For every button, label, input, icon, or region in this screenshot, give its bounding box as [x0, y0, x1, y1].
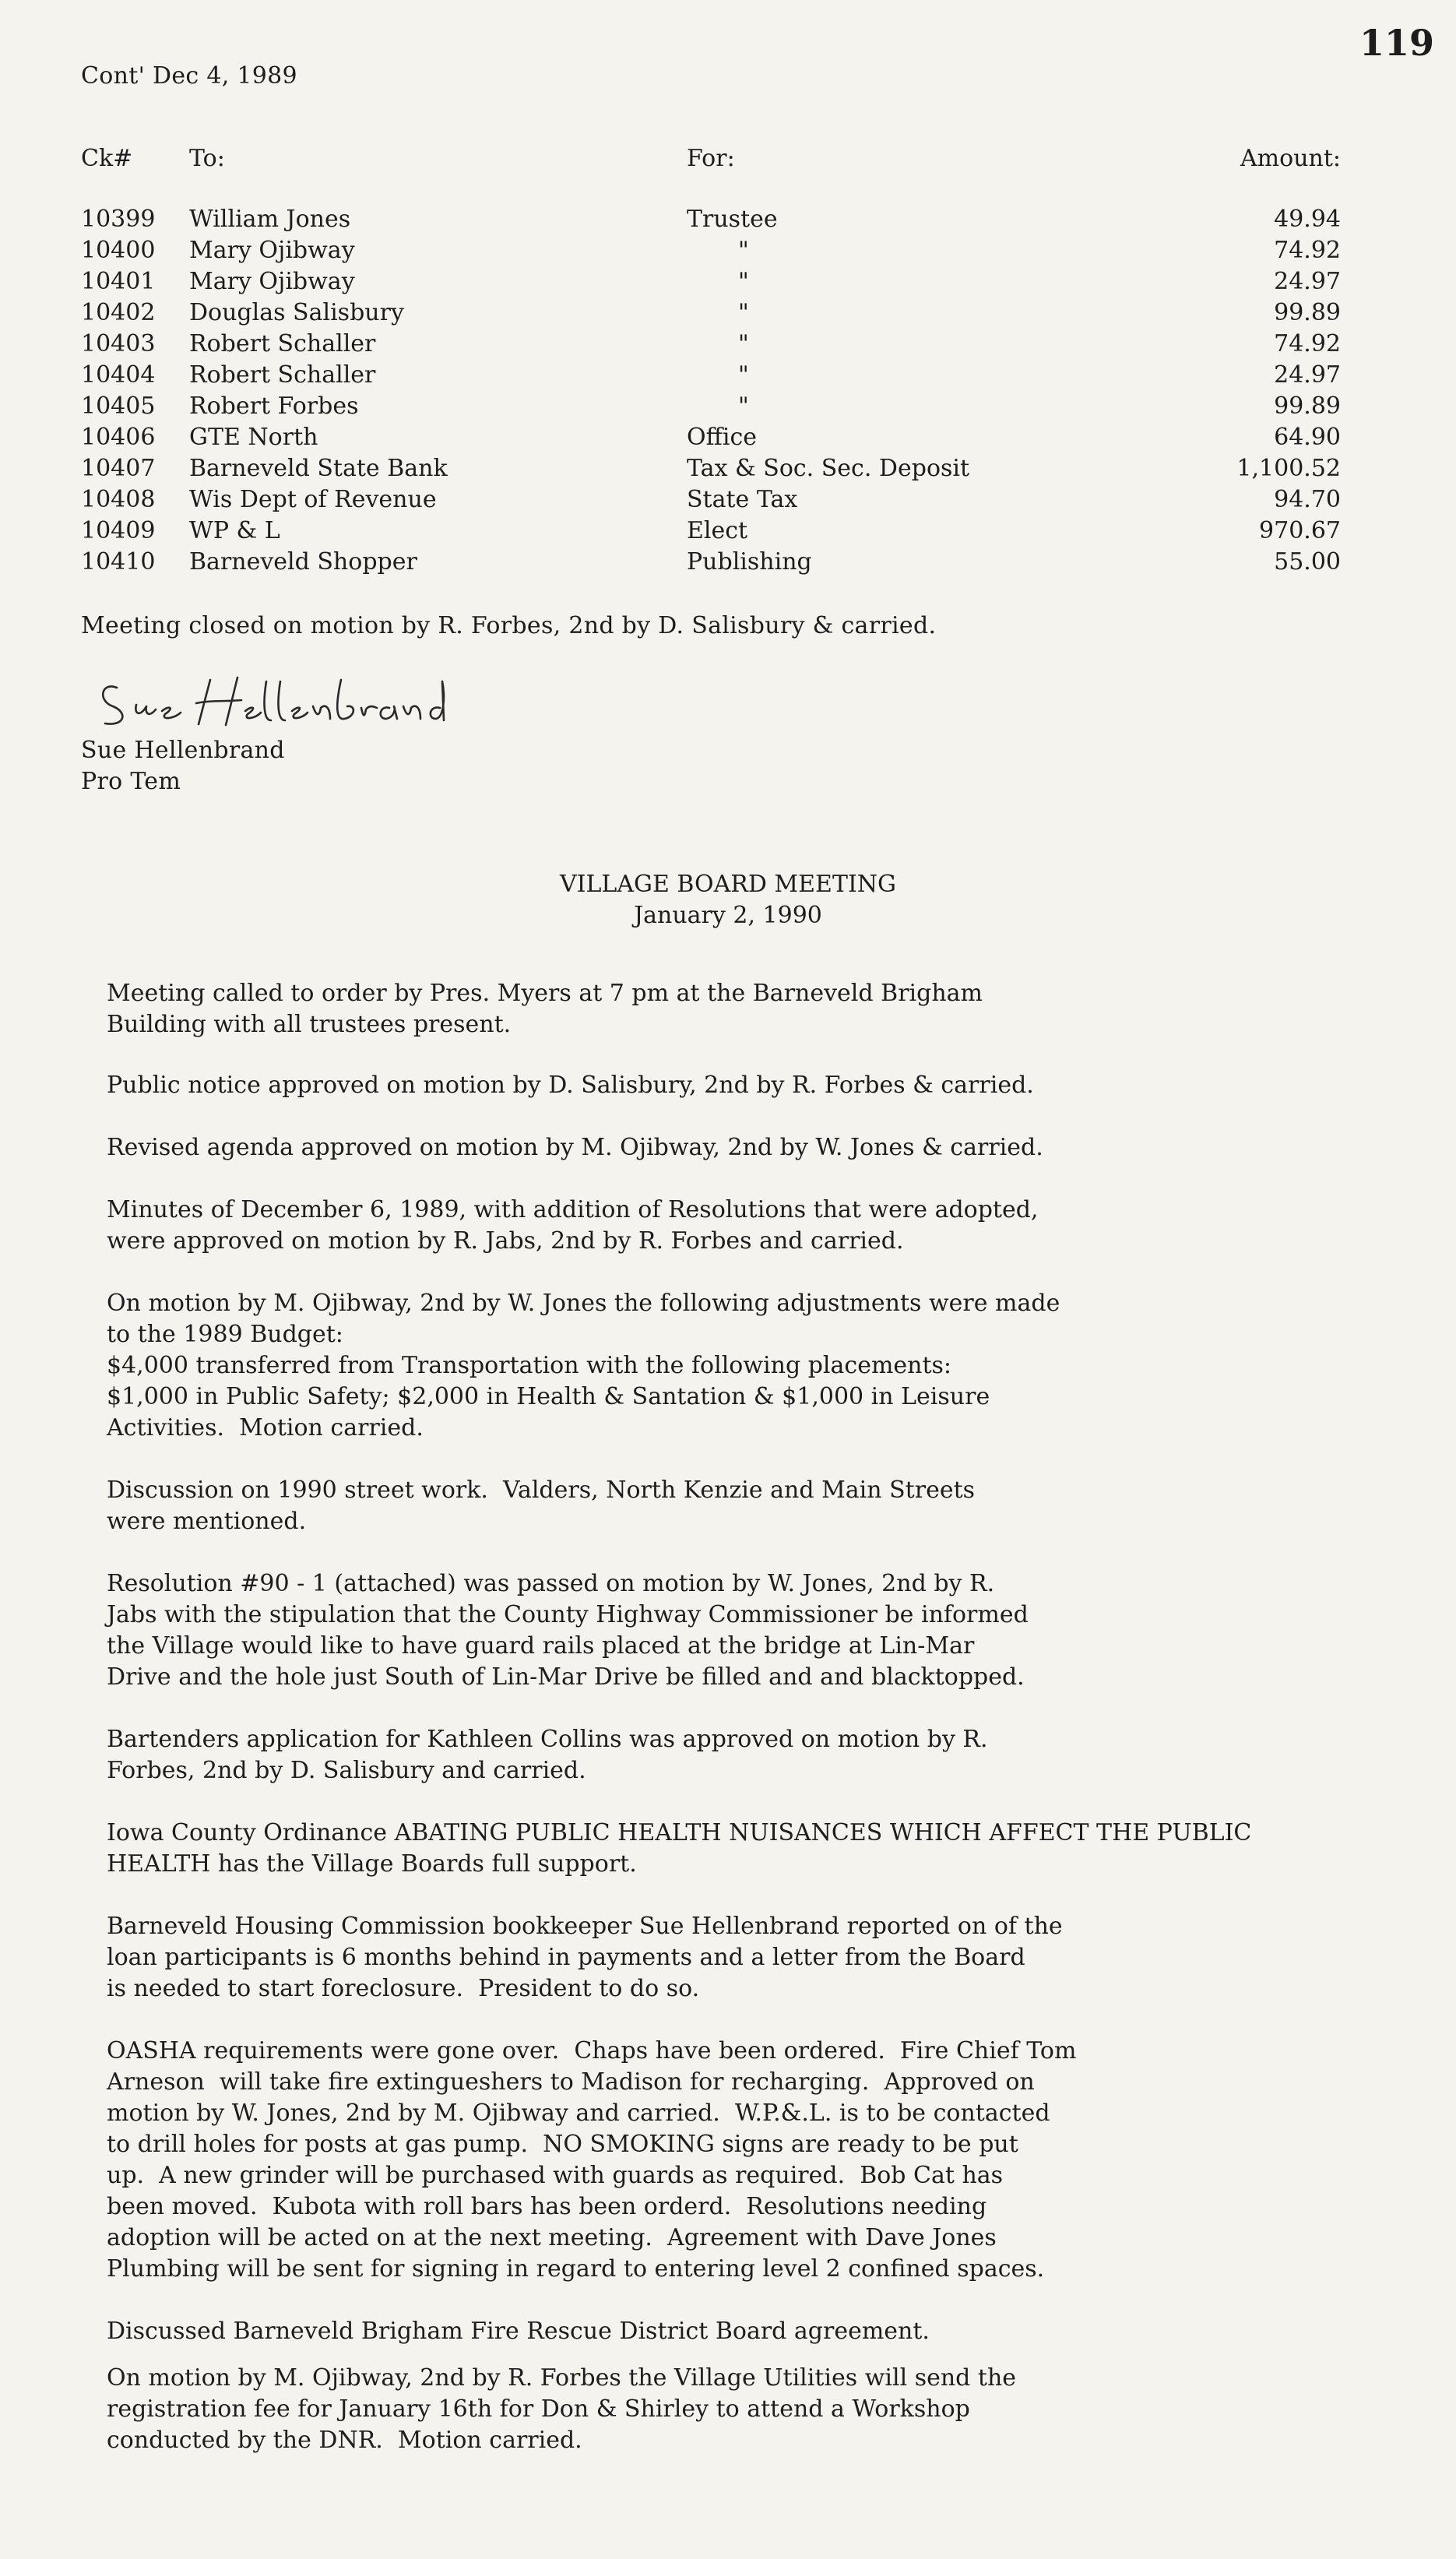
- col-header-amount: Amount:: [1240, 145, 1341, 172]
- amount: 49.94: [1274, 206, 1341, 233]
- payee: Robert Schaller: [189, 361, 376, 389]
- purpose: State Tax: [687, 486, 798, 513]
- paragraph-housing-commission: Barneveld Housing Commission bookkeeper Sue Hellenbrand reported on of the loan participants is 6 months behind in payments and a letter from the Board is needed to start foreclosure. President to do so.: [107, 1913, 1063, 2002]
- amount: 99.89: [1274, 299, 1341, 326]
- table-row: [0, 297, 1456, 329]
- paragraph-public-notice: Public notice approved on motion by D. Salisbury, 2nd by R. Forbes & carried.: [107, 1072, 1034, 1099]
- check-number: 10407: [81, 455, 156, 482]
- page-number: 119: [1359, 22, 1434, 64]
- payee: Mary Ojibway: [189, 268, 355, 295]
- paragraph-budget-adjustments: On motion by M. Ojibway, 2nd by W. Jones the following adjustments were made to the 1989 Budget: $4,000 transferred from Transportation with the following placements: $1,000 in Public Safety; $2,000 in Health & Santation & $1,000 in Leisure Activities. Motion carried.: [107, 1290, 1060, 1441]
- payee: GTE North: [189, 424, 318, 451]
- payee: Robert Schaller: [189, 330, 376, 357]
- paragraph-bartenders: Bartenders application for Kathleen Collins was approved on motion by R. Forbes, 2nd by D. Salisbury and carried.: [107, 1726, 988, 1784]
- purpose: Office: [687, 424, 758, 451]
- closing-motion: Meeting closed on motion by R. Forbes, 2nd by D. Salisbury & carried.: [81, 612, 937, 639]
- payee: Robert Forbes: [189, 392, 359, 420]
- amount: 64.90: [1274, 424, 1341, 451]
- col-header-ck: Ck#: [81, 145, 133, 172]
- col-header-to: To:: [189, 145, 225, 172]
- table-row: [0, 453, 1456, 484]
- payee: Mary Ojibway: [189, 237, 355, 264]
- amount: 24.97: [1274, 268, 1341, 295]
- amount: 74.92: [1274, 330, 1341, 357]
- table-row: [0, 422, 1456, 453]
- payee: Barneveld State Bank: [189, 455, 448, 482]
- payee: Wis Dept of Revenue: [189, 486, 437, 513]
- ditto-mark: ": [738, 361, 749, 389]
- ditto-mark: ": [738, 237, 749, 264]
- table-row: [0, 329, 1456, 360]
- check-number: 10405: [81, 392, 156, 420]
- paragraph-minutes: Minutes of December 6, 1989, with addition of Resolutions that were adopted, were approved on motion by R. Jabs, 2nd by R. Forbes and carried.: [107, 1196, 1039, 1255]
- check-number: 10403: [81, 330, 156, 357]
- purpose: Elect: [687, 517, 748, 544]
- signer-title: Pro Tem: [81, 768, 181, 795]
- paragraph-resolution: Resolution #90 - 1 (attached) was passed on motion by W. Jones, 2nd by R. Jabs with the stipulation that the County Highway Commissioner be informed the Village would like to have guard rails placed at the bridge at Lin-Mar Drive and the hole just South of Lin-Mar Drive be filled and and blacktopped.: [107, 1570, 1029, 1691]
- signer-name: Sue Hellenbrand: [81, 737, 285, 764]
- table-row: [0, 516, 1456, 547]
- meeting-date: January 2, 1990: [634, 902, 822, 929]
- check-number: 10399: [81, 206, 156, 233]
- col-header-for: For:: [687, 145, 735, 172]
- ditto-mark: ": [738, 392, 749, 420]
- paragraph-street-work: Discussion on 1990 street work. Valders, North Kenzie and Main Streets were mentioned.: [107, 1477, 976, 1535]
- amount: 99.89: [1274, 392, 1341, 420]
- check-number: 10404: [81, 361, 156, 389]
- check-number: 10409: [81, 517, 156, 544]
- check-number: 10406: [81, 424, 156, 451]
- amount: 55.00: [1274, 548, 1341, 576]
- purpose: Tax & Soc. Sec. Deposit: [687, 455, 970, 482]
- amount: 94.70: [1274, 486, 1341, 513]
- table-row: [0, 547, 1456, 578]
- check-number: 10401: [81, 268, 156, 295]
- payee: William Jones: [189, 206, 351, 233]
- paragraph-fire-rescue: Discussed Barneveld Brigham Fire Rescue District Board agreement.: [107, 2318, 930, 2345]
- meeting-title: VILLAGE BOARD MEETING: [559, 871, 897, 898]
- check-number: 10402: [81, 299, 156, 326]
- table-row: [0, 484, 1456, 516]
- table-row: [0, 266, 1456, 297]
- paragraph-ordinance: Iowa County Ordinance ABATING PUBLIC HEALTH NUISANCES WHICH AFFECT THE PUBLIC HEALTH has the Village Boards full support.: [107, 1819, 1252, 1878]
- table-row: [0, 391, 1456, 422]
- paragraph-call-to-order: Meeting called to order by Pres. Myers at 7 pm at the Barneveld Brigham Building with all trustees present.: [107, 980, 983, 1038]
- payee: Barneveld Shopper: [189, 548, 417, 576]
- paragraph-oasha: OASHA requirements were gone over. Chaps have been ordered. Fire Chief Tom Arneson will take fire extingueshers to Madison for recharging. Approved on motion by W. Jones, 2nd by M. Ojibway and carried. W.P.&.L. is to be contacted to drill holes for posts at gas pump. NO SMOKING signs are ready to be put up. A new grinder will be purchased with guards as required. Bob Cat has been moved. Kubota with roll bars has been orderd. Resolutions needing adoption will be acted on at the next meeting. Agreement with Dave Jones Plumbing will be sent for signing in regard to entering level 2 confined spaces.: [107, 2037, 1077, 2283]
- continuation-header: Cont' Dec 4, 1989: [81, 62, 297, 90]
- paragraph-workshop: On motion by M. Ojibway, 2nd by R. Forbes the Village Utilities will send the registration fee for January 16th for Don & Shirley to attend a Workshop conducted by the DNR. Motion carried.: [107, 2364, 1017, 2454]
- check-number: 10408: [81, 486, 156, 513]
- ditto-mark: ": [738, 268, 749, 295]
- check-number: 10410: [81, 548, 156, 576]
- amount: 1,100.52: [1236, 455, 1341, 482]
- check-number: 10400: [81, 237, 156, 264]
- purpose: Trustee: [687, 206, 778, 233]
- table-row: [0, 235, 1456, 266]
- paragraph-revised-agenda: Revised agenda approved on motion by M. Ojibway, 2nd by W. Jones & carried.: [107, 1134, 1043, 1161]
- ditto-mark: ": [738, 330, 749, 357]
- handwritten-signature: [93, 666, 452, 736]
- table-row: [0, 360, 1456, 391]
- amount: 24.97: [1274, 361, 1341, 389]
- payee: Douglas Salisbury: [189, 299, 404, 326]
- purpose: Publishing: [687, 548, 812, 576]
- amount: 970.67: [1259, 517, 1341, 544]
- table-row: [0, 204, 1456, 235]
- payee: WP & L: [189, 517, 280, 544]
- amount: 74.92: [1274, 237, 1341, 264]
- ditto-mark: ": [738, 299, 749, 326]
